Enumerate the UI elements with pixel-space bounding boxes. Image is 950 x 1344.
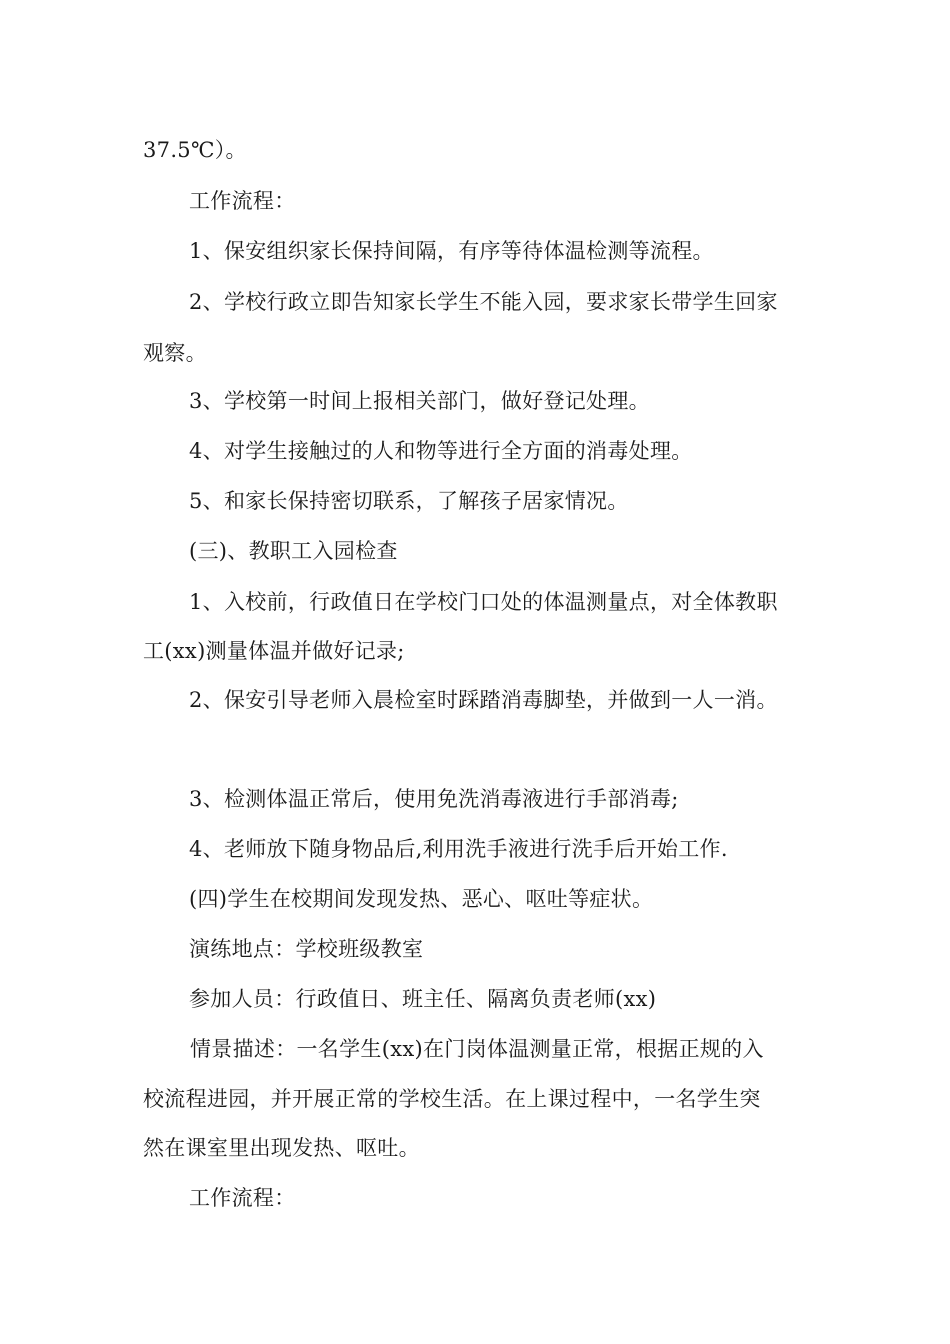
drill-location: 演练地点：学校班级教室 xyxy=(189,937,424,961)
staff-item-3: 3、检测体温正常后，使用免洗消毒液进行手部消毒; xyxy=(189,787,679,811)
staff-item-1-continued: 工(xx)测量体温并做好记录; xyxy=(143,639,405,663)
list-item-1: 1、保安组织家长保持间隔，有序等待体温检测等流程。 xyxy=(189,239,714,263)
scenario-description: 情景描述：一名学生(xx)在门岗体温测量正常，根据正规的入 xyxy=(190,1037,764,1061)
list-item-5: 5、和家长保持密切联系，了解孩子居家情况。 xyxy=(189,489,629,513)
list-item-3: 3、学校第一时间上报相关部门，做好登记处理。 xyxy=(189,389,650,413)
list-item-2-continued: 观察。 xyxy=(143,341,207,365)
text-line-temperature: 37.5℃）。 xyxy=(143,138,247,162)
heading-workflow-2: 工作流程： xyxy=(189,1186,296,1210)
section-heading-3: (三)、教职工入园检查 xyxy=(189,539,398,563)
section-heading-4: (四)学生在校期间发现发热、恶心、呕吐等症状。 xyxy=(189,887,654,911)
heading-workflow: 工作流程： xyxy=(189,189,296,213)
staff-item-2: 2、保安引导老师入晨检室时踩踏消毒脚垫，并做到一人一消。 xyxy=(189,688,778,712)
staff-item-4: 4、老师放下随身物品后,利用洗手液进行洗手后开始工作. xyxy=(189,837,728,861)
list-item-4: 4、对学生接触过的人和物等进行全方面的消毒处理。 xyxy=(189,439,693,463)
scenario-description-line-3: 然在课室里出现发热、呕吐。 xyxy=(143,1136,420,1160)
list-item-2: 2、学校行政立即告知家长学生不能入园，要求家长带学生回家 xyxy=(189,290,778,314)
staff-item-1: 1、入校前，行政值日在学校门口处的体温测量点，对全体教职 xyxy=(189,590,778,614)
participants: 参加人员：行政值日、班主任、隔离负责老师(xx) xyxy=(189,987,657,1011)
scenario-description-line-2: 校流程进园，并开展正常的学校生活。在上课过程中，一名学生突 xyxy=(143,1087,761,1111)
